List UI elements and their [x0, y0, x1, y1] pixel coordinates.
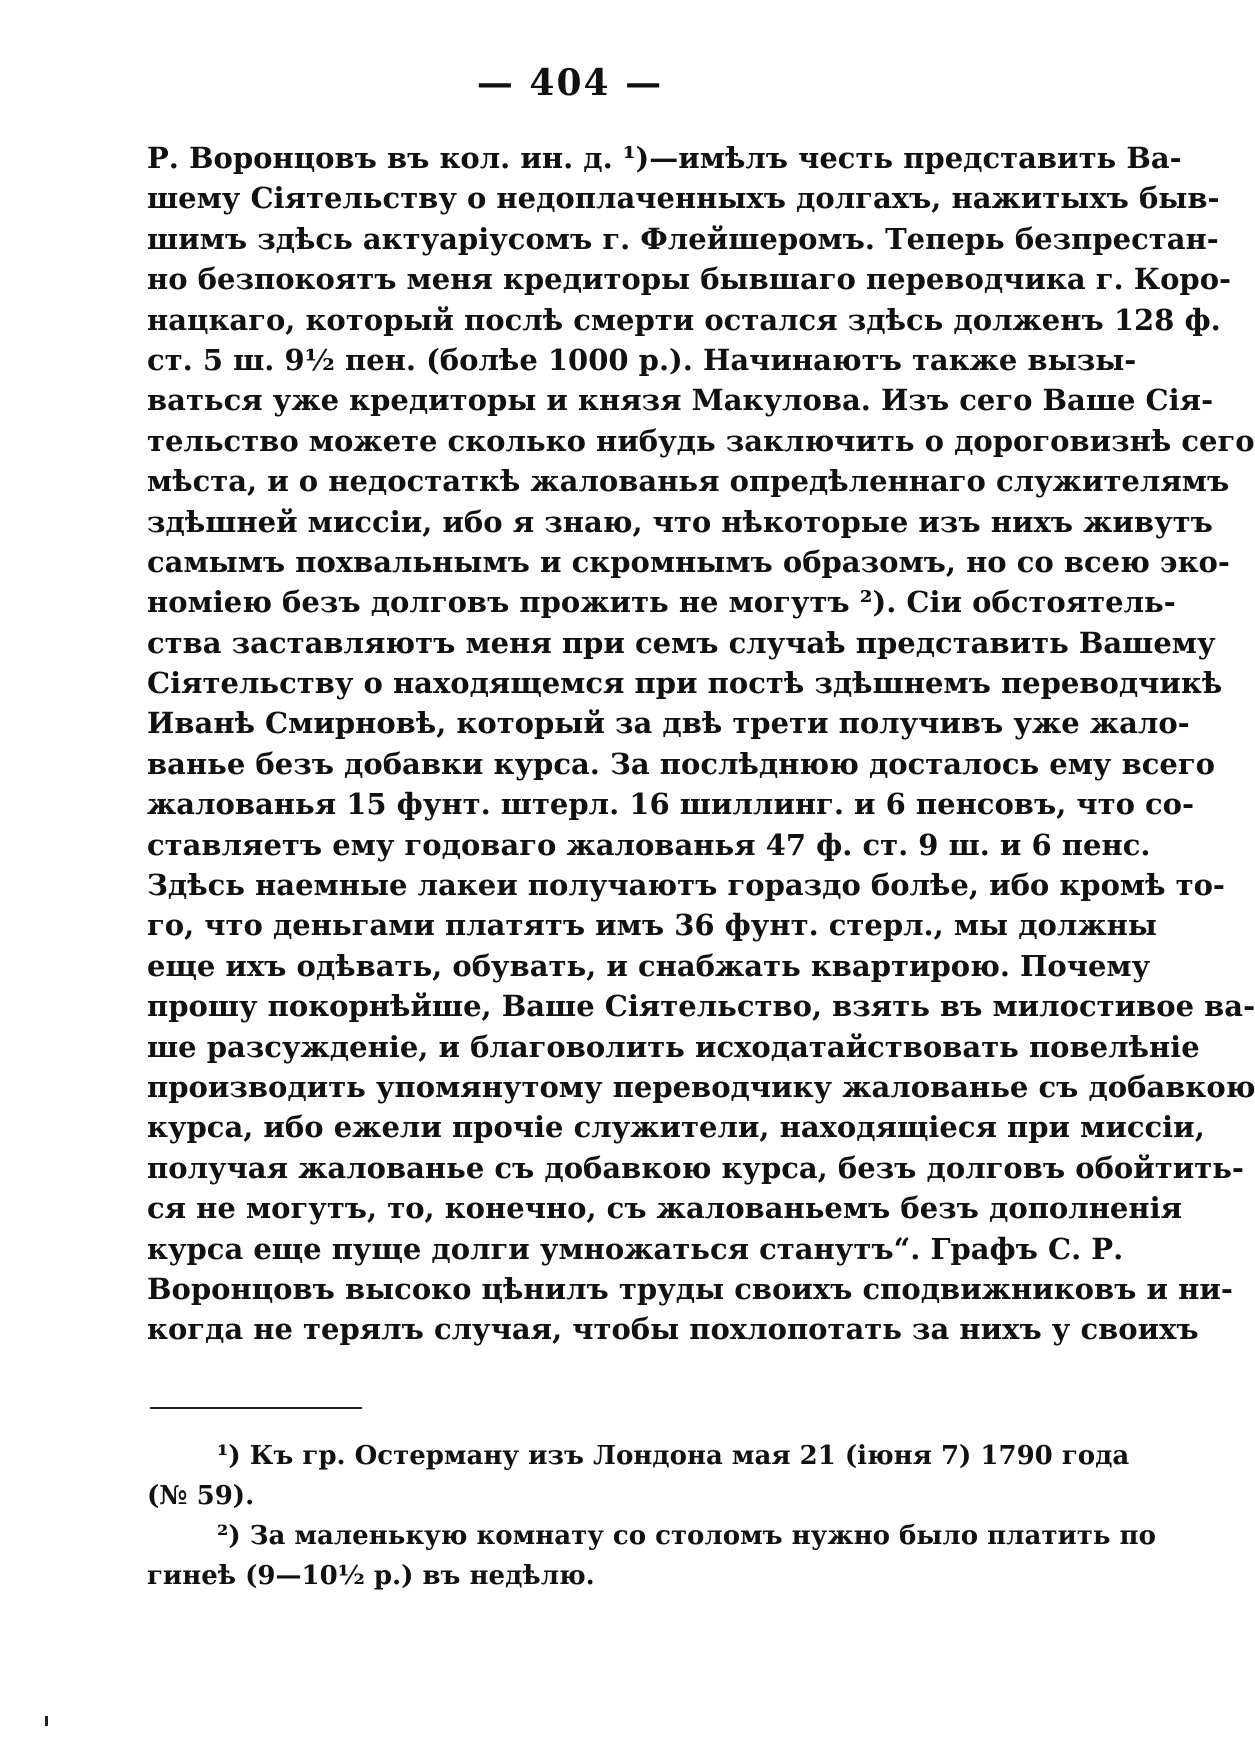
text-line: Воронцовъ высоко цѣнилъ труды своихъ сподвижниковъ и ни-	[147, 1271, 1233, 1306]
text-line: Здѣсь наемные лакеи получаютъ гораздо болѣе, ибо кромѣ то-	[147, 868, 1225, 903]
text-line: получая жалованье съ добавкою курса, безъ долговъ обойтить-	[147, 1150, 1244, 1185]
text-line: Сіятельству о находящемся при постѣ здѣшнемъ переводчикѣ	[147, 666, 1223, 701]
text-line: ванье безъ добавки курса. За послѣднюю досталось ему всего	[147, 746, 1215, 781]
text-line: прошу покорнѣйше, Ваше Сіятельство, взять въ милостивое ва-	[147, 989, 1255, 1024]
text-line: Иванѣ Смирновѣ, который за двѣ трети получивъ уже жало-	[147, 706, 1190, 741]
text-line: ше разсужденіе, и благоволить исходатайствовать повелѣніе	[147, 1029, 1200, 1064]
footnotes	[147, 1436, 1156, 1596]
scan-speck	[45, 1716, 48, 1726]
text-line: здѣшней миссіи, ибо я знаю, что нѣкоторые изъ нихъ живутъ	[147, 504, 1213, 539]
footnote-2-line: ²) За маленькую комнату со столомъ нужно было платить по	[217, 1521, 1156, 1551]
text-line: самымъ похвальнымъ и скромнымъ образомъ, но со всею эко-	[147, 544, 1230, 579]
text-line: еще ихъ одѣвать, обувать, и снабжать квартирою. Почему	[147, 948, 1151, 983]
text-line: но безпокоятъ меня кредиторы бывшаго переводчика г. Коро-	[147, 262, 1232, 297]
text-line: курса, ибо ежели прочіе служители, находящіеся при миссіи,	[147, 1110, 1205, 1145]
text-line: производить упомянутому переводчику жалованье съ добавкою	[147, 1069, 1255, 1104]
text-line: ст. 5 ш. 9½ пен. (болѣе 1000 р.). Начинаютъ также вызы-	[147, 342, 1137, 377]
text-line: шимъ здѣсь актуаріусомъ г. Флейшеромъ. Теперь безпрестан-	[147, 221, 1219, 256]
footnote-2-line: гинеѣ (9—10½ р.) въ недѣлю.	[147, 1561, 595, 1591]
main-text	[147, 138, 1255, 1350]
text-line: ства заставляютъ меня при семъ случаѣ представить Вашему	[147, 625, 1216, 660]
text-line: жалованья 15 фунт. штерл. 16 шиллинг. и 6 пенсовъ, что со-	[147, 787, 1195, 822]
page-number: — 404 —	[476, 62, 664, 104]
text-line: курса еще пуще долги умножаться станутъ“. Графъ С. Р.	[147, 1231, 1124, 1266]
text-line: шему Сіятельству о недоплаченныхъ долгахъ, нажитыхъ быв-	[147, 181, 1220, 216]
text-line: когда не терялъ случая, чтобы похлопотать за нихъ у своихъ	[147, 1312, 1199, 1347]
text-line: мѣста, и о недостаткѣ жалованья опредѣленнаго служителямъ	[147, 464, 1230, 499]
footnote-1-line: ¹) Къ гр. Остерману изъ Лондона мая 21 (іюня 7) 1790 года	[217, 1441, 1130, 1471]
text-line: го, что деньгами платятъ имъ 36 фунт. стерл., мы должны	[147, 908, 1157, 943]
text-line: ся не могутъ, то, конечно, съ жалованьемъ безъ дополненія	[147, 1191, 1183, 1226]
text-line: номіею безъ долговъ прожить не могутъ ²). Сіи обстоятель-	[147, 585, 1176, 620]
text-line: тельство можете сколько нибудь заключить о дороговизнѣ сего	[147, 423, 1255, 458]
text-line: ставляетъ ему годоваго жалованья 47 ф. ст. 9 ш. и 6 пенс.	[147, 827, 1151, 862]
footnote-1-line: (№ 59).	[147, 1481, 255, 1511]
text-line: нацкаго, который послѣ смерти остался здѣсь долженъ 128 ф.	[147, 302, 1221, 337]
text-line: Р. Воронцовъ въ кол. ин. д. ¹)—имѣлъ честь представить Ва-	[147, 141, 1182, 175]
text-line: ваться уже кредиторы и князя Макулова. Изъ сего Ваше Сія-	[147, 383, 1214, 418]
footnote-divider	[150, 1407, 362, 1409]
